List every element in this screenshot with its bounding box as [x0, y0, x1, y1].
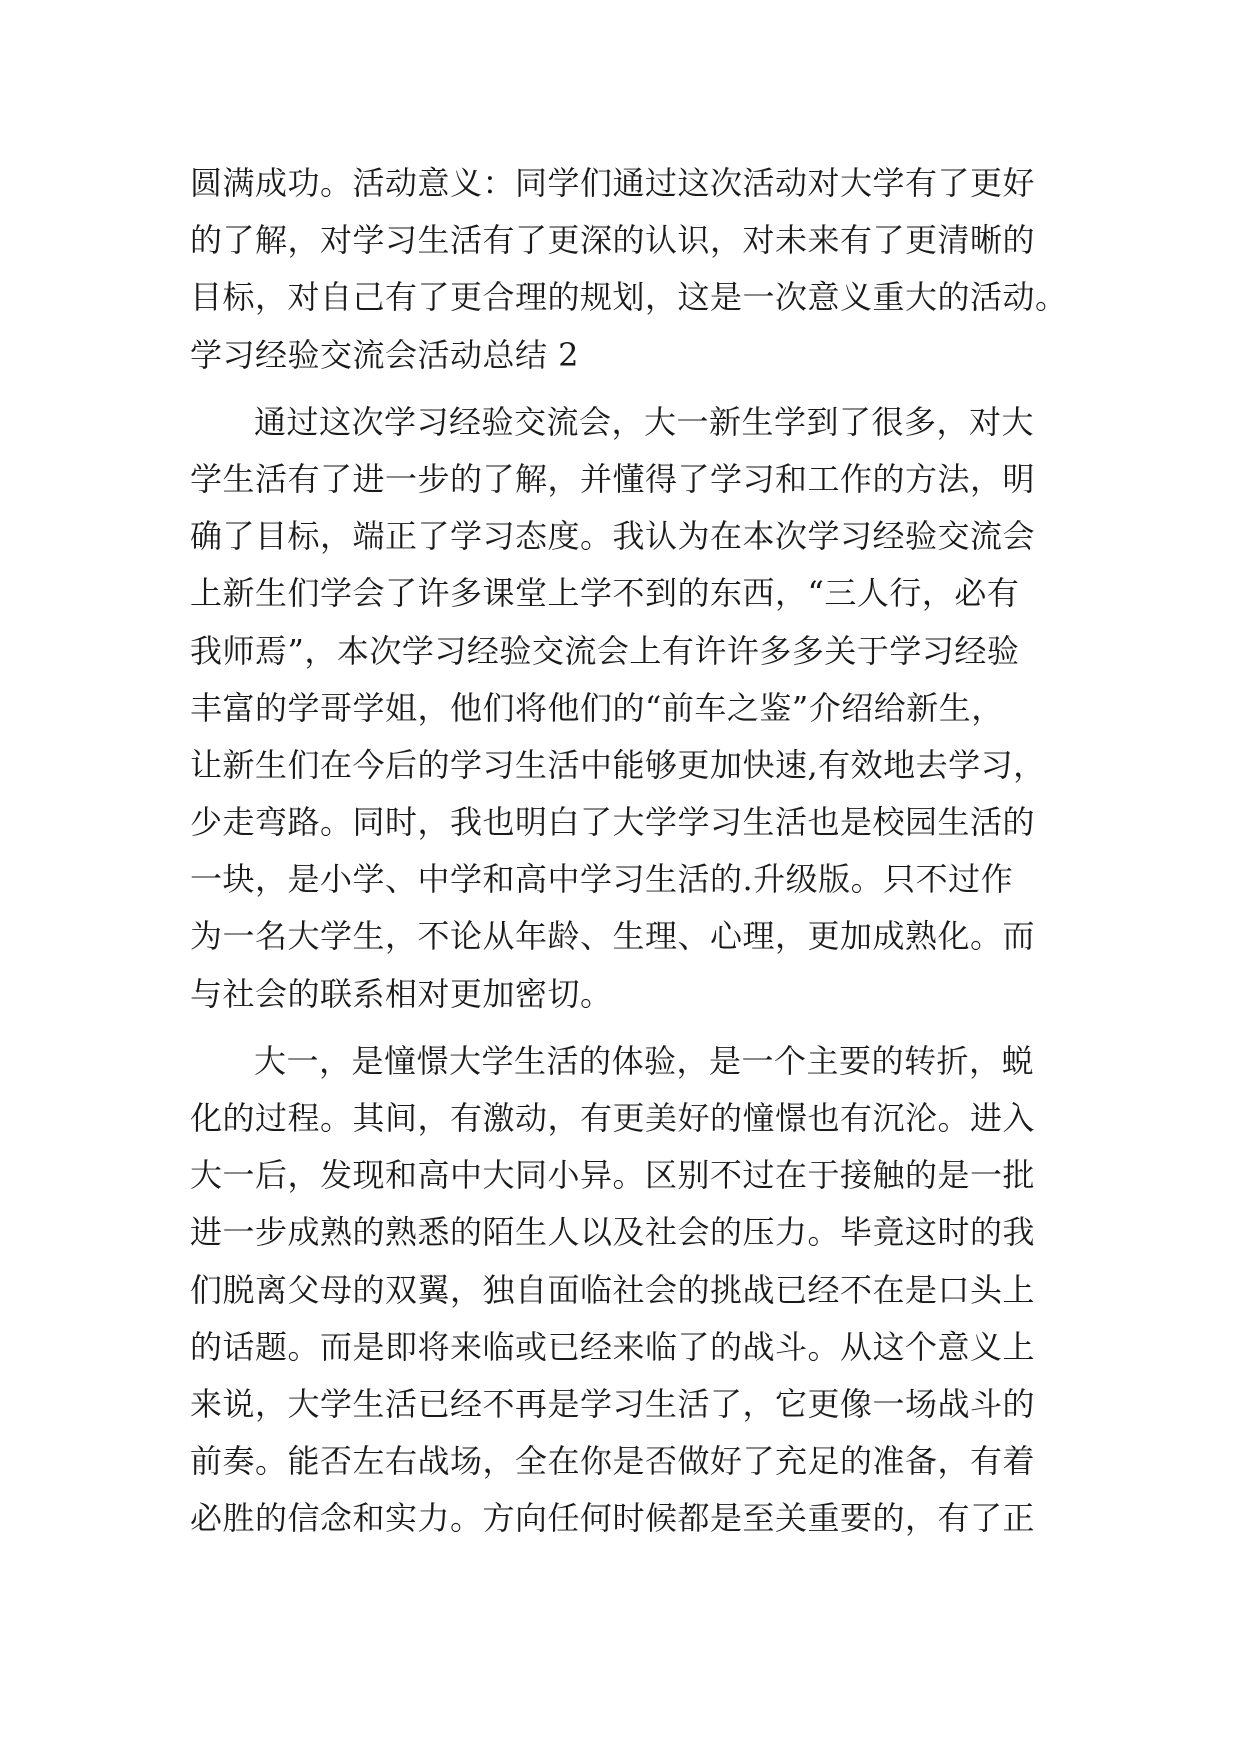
- intro-line: 的了解，对学习生活有了更深的认识，对未来有了更清晰的: [190, 221, 1036, 260]
- paragraph-line: 确了目标，端正了学习态度。我认为在本次学习经验交流会: [190, 517, 1036, 556]
- paragraph-spacer: [190, 1023, 1060, 1033]
- intro-line: 目标，对自己有了更合理的规划，这是一次意义重大的活动。: [190, 278, 1068, 317]
- paragraph-line: 学生活有了进一步的了解，并懂得了学习和工作的方法，明: [190, 459, 1036, 498]
- paragraph-line: 来说，大学生活已经不再是学习生活了，它更像一场战斗的: [190, 1384, 1036, 1423]
- paragraph-line: 大一，是憧憬大学生活的体验，是一个主要的转折，蜕: [254, 1041, 1035, 1080]
- paragraph-line: 少走弯路。同时，我也明白了大学学习生活也是校园生活的: [190, 803, 1036, 842]
- paragraph-line: 一块，是小学、中学和高中学习生活的.升级版。只不过作: [190, 860, 1014, 899]
- paragraph-line: 必胜的信念和实力。方向任何时候都是至关重要的，有了正: [190, 1499, 1036, 1538]
- paragraph-line: 上新生们学会了许多课堂上学不到的东西，“三人行，必有: [190, 574, 1020, 613]
- paragraph-line: 化的过程。其间，有激动，有更美好的憧憬也有沉沦。进入: [190, 1099, 1036, 1137]
- paragraph-line: 我师焉”，本次学习经验交流会上有许许多多关于学习经验: [190, 631, 1020, 670]
- intro-line: 圆满成功。活动意义：同学们通过这次活动对大学有了更好: [190, 164, 1036, 202]
- paragraph-line: 们脱离父母的双翼，独自面临社会的挑战已经不在是口头上: [190, 1270, 1036, 1309]
- paragraph-line: 为一名大学生，不论从年龄、生理、心理，更加成熟化。而: [190, 917, 1036, 956]
- section-title: 学习经验交流会活动总结 2: [190, 335, 580, 374]
- paragraph-line: 通过这次学习经验交流会，大一新生学到了很多，对大: [254, 402, 1035, 441]
- paragraph-line: 大一后，发现和高中大同小异。区别不过在于接触的是一批: [190, 1156, 1036, 1195]
- paragraph-line: 进一步成熟的熟悉的陌生人以及社会的压力。毕竟这时的我: [190, 1213, 1036, 1252]
- paragraph-line: 让新生们在今后的学习生活中能够更加快速,有效地去学习，: [190, 745, 1046, 784]
- paragraph-line: 丰富的学哥学姐，他们将他们的“前车之鉴”介绍给新生，: [190, 688, 1004, 727]
- paragraph-spacer: [190, 384, 1060, 394]
- paragraph-line: 与社会的联系相对更加密切。: [190, 974, 613, 1013]
- paragraph-line: 的话题。而是即将来临或已经来临了的战斗。从这个意义上: [190, 1327, 1036, 1366]
- paragraph-line: 前奏。能否左右战场，全在你是否做好了充足的准备，有着: [190, 1442, 1036, 1481]
- document-body: [190, 155, 1068, 1548]
